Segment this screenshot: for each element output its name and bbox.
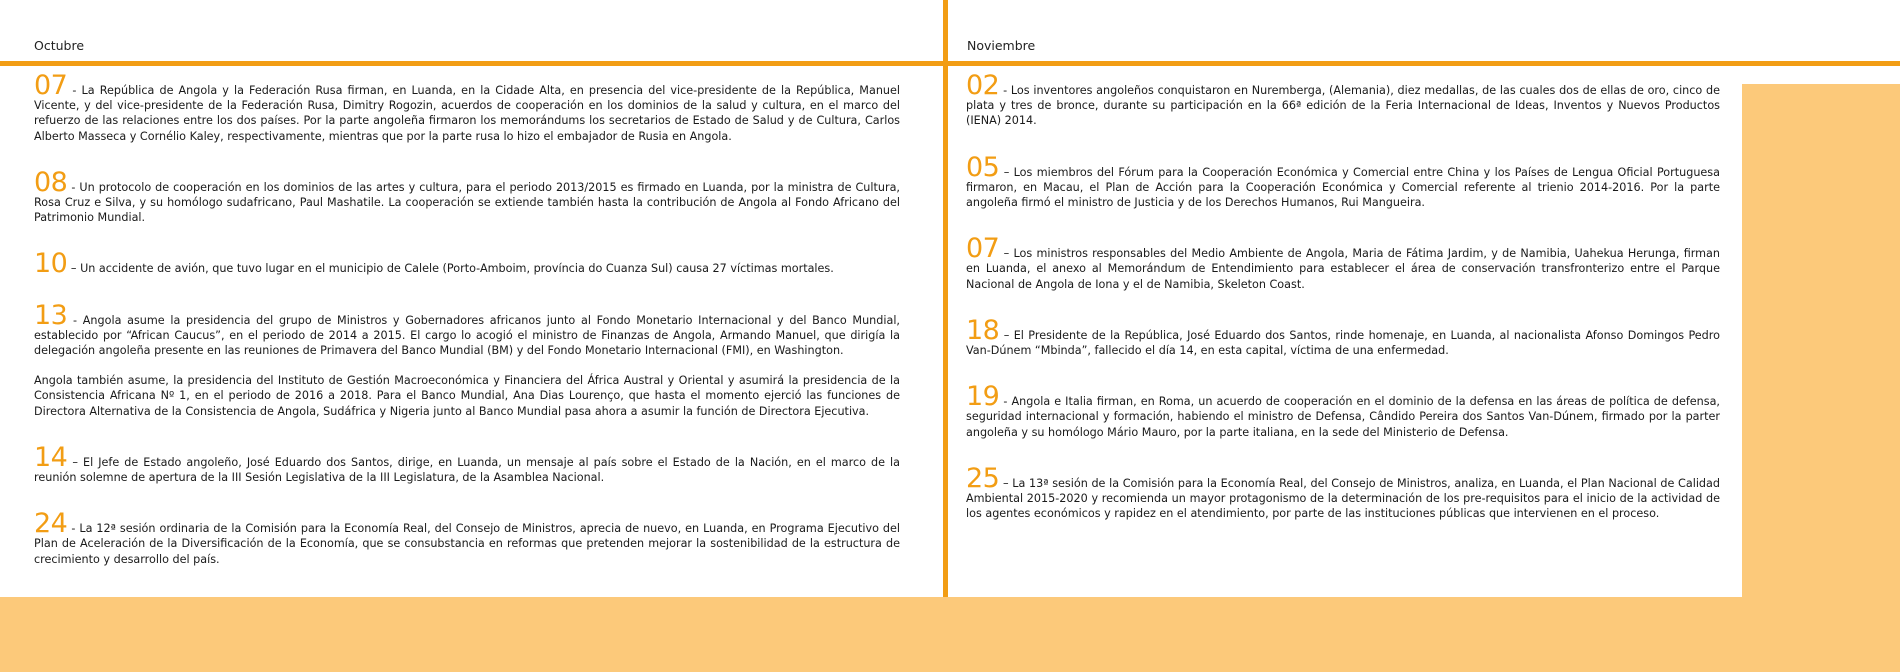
event-day: 13 bbox=[34, 299, 68, 331]
event-day: 07 bbox=[34, 70, 68, 101]
event-text: - Angola e Italia firman, en Roma, un acuerdo de cooperación en el dominio de la defensa en las áreas de política de defensa, seguridad internacional y formación, habiendo el ministro de Defensa, Cândido Pereira dos Santos Van-Dúnem, firmado por la parter angoleña y su homólogo Mário Mauro, por la parte italiana, en la sede del Ministerio de Defensa. bbox=[966, 395, 1720, 439]
event-day: 08 bbox=[34, 166, 68, 198]
event-day: 24 bbox=[34, 508, 68, 540]
event-day: 02 bbox=[966, 70, 1000, 101]
bottom-decorative-band bbox=[0, 597, 1900, 672]
month-heading-november: Noviembre bbox=[967, 38, 1036, 53]
column-divider-line bbox=[943, 0, 948, 597]
month-heading-october: Octubre bbox=[34, 38, 85, 53]
event-text: - Un protocolo de cooperación en los dominios de las artes y cultura, para el periodo 2013/2015 es firmado en Luanda, por la ministra de Cultura, Rosa Cruz e Silva, y su homólogo sudafricano, Paul Mashatile. La cooperación se extiende también hasta la contribución de Angola al Fondo Africano del Patrimonio Mundial. bbox=[34, 180, 900, 225]
header-divider-line bbox=[0, 61, 1900, 66]
right-decorative-band bbox=[1742, 84, 1900, 597]
event-entry bbox=[34, 70, 900, 144]
event-entry bbox=[966, 233, 1720, 292]
event-text: – Un accidente de avión, que tuvo lugar en el municipio de Calele (Porto-Amboim, província do Cuanza Sul) causa 27 víctimas mortales. bbox=[67, 262, 834, 276]
event-entry bbox=[966, 151, 1720, 211]
event-day: 10 bbox=[34, 248, 68, 280]
event-entry-continuation bbox=[34, 373, 900, 419]
event-entry bbox=[966, 70, 1720, 129]
event-entry bbox=[34, 248, 900, 280]
event-text: – El Jefe de Estado angoleño, José Eduardo dos Santos, dirige, en Luanda, un mensaje al país sobre el Estado de la Nación, en el marco de la reunión solemne de apertura de la III Sesión Legislativa de la III Legislatura, de la Asamblea Nacional. bbox=[34, 455, 900, 485]
event-entry bbox=[34, 299, 900, 359]
event-entry bbox=[34, 441, 900, 485]
november-column bbox=[966, 70, 1720, 550]
event-text: - La República de Angola y la Federación Rusa firman, en Luanda, en la Cidade Alta, en presencia del vice-presidente de la República, Manuel Vicente, y del vice-presidente de la Federación Rusa, Dimitry Rogozin, acuerdos de cooperación en los dominios de la salud y cultura, en el marco del refuerzo de las relaciones entre los dos países. Por la parte angoleña firmaron los memorándums los secretarios de Estado de Salud y de Cultura, Carlos Alberto Masseca y Cornélio Kaley, respectivamente, mientras que por la parte rusa lo hizo el embajador de Rusia en Angola. bbox=[34, 84, 900, 143]
event-entry bbox=[34, 166, 900, 226]
event-day: 25 bbox=[966, 462, 1000, 494]
event-day: 19 bbox=[966, 381, 1000, 413]
event-entry bbox=[966, 381, 1720, 440]
event-text: - Los inventores angoleños conquistaron en Nuremberga, (Alemania), diez medallas, de las cuales dos de ellas de oro, cinco de plata y tres de bronce, durante su participación en la 66ª edición de la Feria Internacional de Ideas, Inventos y Nuevos Productos (IENA) 2014. bbox=[966, 84, 1720, 128]
event-text: – La 13ª sesión de la Comisión para la Economía Real, del Consejo de Ministros, analiza, en Luanda, el Plan Nacional de Calidad Ambiental 2015-2020 y recomienda un mayor protagonismo de la determinación de los pre-requisitos para el inicio de la actividad de los agentes económicos y rapidez en el atendimiento, por parte de las instituciones públicas que intervienen en el proceso. bbox=[966, 476, 1720, 521]
event-text: – Los ministros responsables del Medio Ambiente de Angola, Maria de Fátima Jardim, y de Namibia, Uahekua Herunga, firman en Luanda, el anexo al Memorándum de Entendimiento para establecer el área de conservación transfronterizo entre el Parque Nacional de Angola de Iona y el de Namibia, Skeleton Coast. bbox=[966, 247, 1720, 291]
event-day: 05 bbox=[966, 151, 1000, 183]
event-text: - Angola asume la presidencia del grupo de Ministros y Gobernadores africanos junto al Fondo Monetario Internacional y del Banco Mundial, establecido por “African Caucus”, en el periodo de 2014 a 2015. El cargo lo acogió el ministro de Finanzas de Angola, Armando Manuel, que dirigía la delegación angoleña presente en las reuniones de Primavera del Banco Mundial (BM) y del Fondo Monetario Internacional (FMI), en Washington. bbox=[34, 313, 900, 358]
event-text: - La 12ª sesión ordinaria de la Comisión para la Economía Real, del Consejo de Ministros, aprecia de nuevo, en Luanda, en Programa Ejecutivo del Plan de Aceleración de la Diversificación de la Economía, que se consubstancia en reformas que pretenden mejorar la sostenibilidad de la estructura de crecimiento y desarrollo del país. bbox=[34, 522, 900, 566]
event-entry bbox=[966, 462, 1720, 522]
event-text: Angola también asume, la presidencia del Instituto de Gestión Macroeconómica y Financiera del África Austral y Oriental y asumirá la presidencia de la Consistencia Africana Nº 1, en el periodo de 2016 a 2018. Para el Banco Mundial, Ana Dias Lourenço, que hasta el momento ejerció las funciones de Directora Alternativa de la Consistencia de Angola, Sudáfrica y Nigeria junto al Banco Mundial pasa ahora a asumir la función de Directora Ejecutiva. bbox=[34, 374, 900, 418]
event-day: 18 bbox=[966, 314, 1000, 346]
event-entry bbox=[34, 508, 900, 567]
event-text: – Los miembros del Fórum para la Cooperación Económica y Comercial entre China y los Países de Lengua Oficial Portuguesa firmaron, en Macau, el Plan de Acción para la Cooperación Económica y Comercial referente al trienio 2014-2016. Por la parte angoleña firmó el ministro de Justicia y de los Derechos Humanos, Rui Mangueira. bbox=[966, 165, 1720, 210]
event-day: 14 bbox=[34, 441, 68, 473]
event-day: 07 bbox=[966, 233, 1000, 265]
event-text: – El Presidente de la República, José Eduardo dos Santos, rinde homenaje, en Luanda, al nacionalista Afonso Domingos Pedro Van-Dúnem “Mbinda”, fallecido el día 14, en esta capital, víctima de una enfermedad. bbox=[966, 328, 1720, 358]
event-entry bbox=[966, 314, 1720, 358]
october-column bbox=[34, 70, 900, 596]
